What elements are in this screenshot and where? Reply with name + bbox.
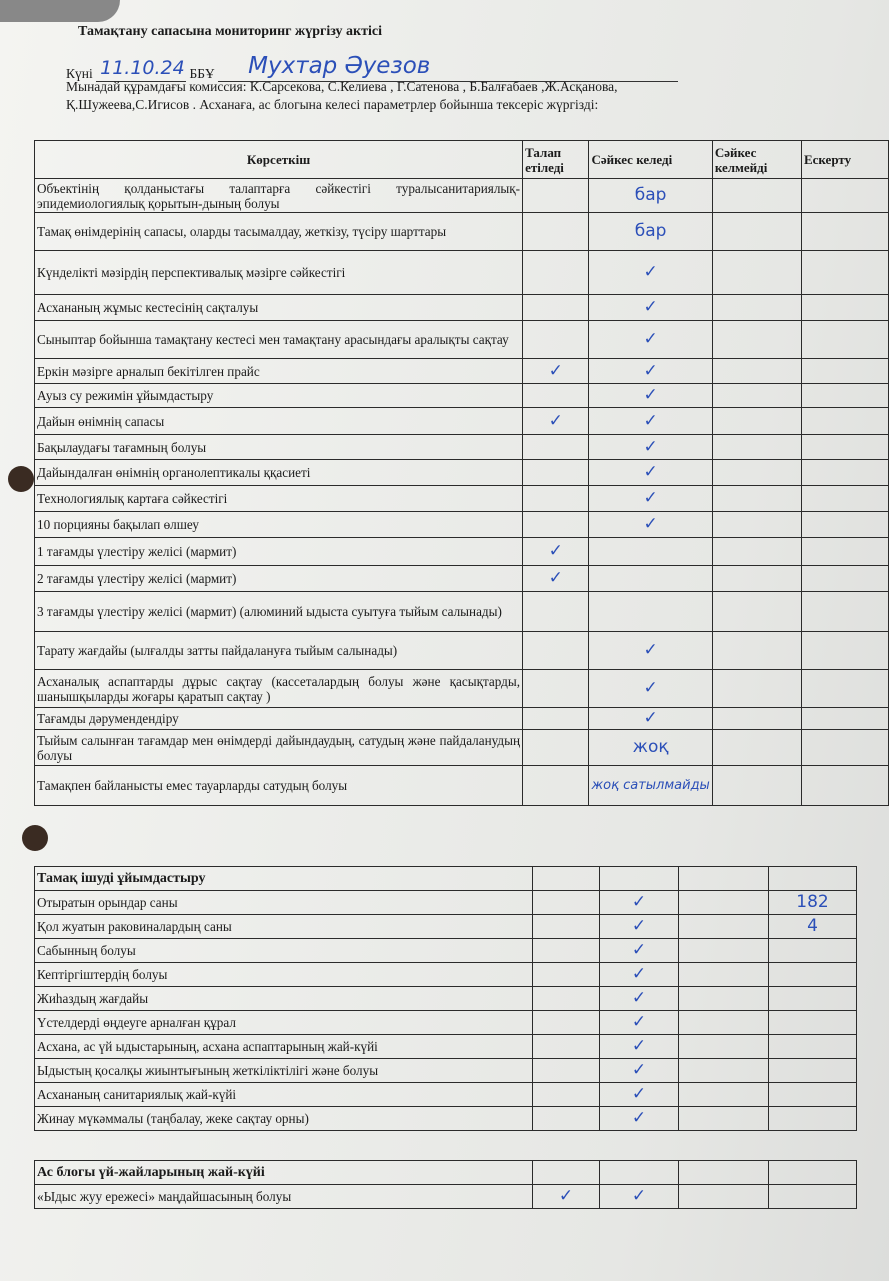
matches-mark: ✓ <box>600 1107 679 1131</box>
required-mark <box>533 1107 600 1131</box>
required-mark: ✓ <box>523 538 589 566</box>
kitchen-table <box>34 1160 857 1209</box>
not-matches-mark <box>712 251 801 295</box>
note-mark <box>801 321 888 359</box>
row-label: Еркін мәзірге арналып бекітілген прайс <box>35 359 523 384</box>
row-label: 3 тағамды үлестіру желісі (мармит) (алюминий ыдыста суытуға тыйым салынады) <box>35 592 523 632</box>
note-mark <box>769 1059 857 1083</box>
note-mark <box>801 460 888 486</box>
table-row <box>35 1035 857 1059</box>
table-row <box>35 179 889 213</box>
matches-mark: ✓ <box>600 1083 679 1107</box>
required-mark: ✓ <box>523 408 589 435</box>
note-mark <box>801 213 888 251</box>
not-matches-mark <box>712 384 801 408</box>
row-label: Кептіргіштердің болуы <box>35 963 533 987</box>
matches-mark: ✓ <box>600 1185 679 1209</box>
matches-mark: ✓ <box>589 435 712 460</box>
row-label: «Ыдыс жуу ережесі» маңдайшасының болуы <box>35 1185 533 1209</box>
header-indicator: Көрсеткіш <box>35 141 523 179</box>
matches-mark: ✓ <box>589 670 712 708</box>
matches-mark: ✓ <box>600 915 679 939</box>
note-mark <box>801 408 888 435</box>
header-not-matches: Сәйкес келмейді <box>712 141 801 179</box>
table-row <box>35 512 889 538</box>
table-row <box>35 486 889 512</box>
not-matches-mark <box>679 963 769 987</box>
not-matches-mark <box>679 1059 769 1083</box>
matches-mark: ✓ <box>589 295 712 321</box>
table-row <box>35 359 889 384</box>
row-label: Дайындалған өнімнің органолептикалы ққасиеті <box>35 460 523 486</box>
required-mark <box>533 915 600 939</box>
not-matches-mark <box>712 435 801 460</box>
section-title: Ас блогы үй-жайларының жай-күйі <box>35 1161 533 1185</box>
not-matches-mark <box>712 179 801 213</box>
note-mark <box>801 179 888 213</box>
table-row <box>35 295 889 321</box>
commission-line-2: Қ.Шужеева,С.Игисов . Асханаға, ас блогына келесі параметрлер бойынша тексеріс жүргізді: <box>66 97 599 112</box>
matches-mark: ✓ <box>589 251 712 295</box>
table-row <box>35 592 889 632</box>
row-label: Тамақ өнімдерінің сапасы, оларды тасымалдау, жеткізу, түсіру шарттары <box>35 213 523 251</box>
row-label: Ауыз су режимін ұйымдастыру <box>35 384 523 408</box>
row-label: Тамақпен байланысты емес тауарларды сатудың болуы <box>35 766 523 806</box>
date-value: 11.10.24 <box>100 57 185 79</box>
not-matches-mark <box>712 408 801 435</box>
note-mark <box>801 766 888 806</box>
not-matches-mark <box>679 939 769 963</box>
table-row <box>35 213 889 251</box>
matches-mark: ✓ <box>600 987 679 1011</box>
not-matches-mark <box>679 1035 769 1059</box>
row-label: Жиһаздың жағдайы <box>35 987 533 1011</box>
table-row <box>35 670 889 708</box>
note-mark <box>801 592 888 632</box>
not-matches-mark <box>712 213 801 251</box>
table-row <box>35 566 889 592</box>
matches-mark: ✓ <box>600 963 679 987</box>
not-matches-mark <box>712 512 801 538</box>
note-mark <box>801 512 888 538</box>
not-matches-mark <box>679 915 769 939</box>
school-value: Мухтар Әуезов <box>248 53 431 79</box>
not-matches-mark <box>712 670 801 708</box>
section-title: Тамақ ішуді ұйымдастыру <box>35 867 533 891</box>
required-mark <box>533 1011 600 1035</box>
table-row <box>35 963 857 987</box>
note-mark <box>769 1035 857 1059</box>
row-label: Тарату жағдайы (ылғалды затты пайдалануға тыйым салынады) <box>35 632 523 670</box>
required-mark <box>533 1035 600 1059</box>
required-mark <box>523 766 589 806</box>
note-mark <box>769 963 857 987</box>
row-label: Дайын өнімнің сапасы <box>35 408 523 435</box>
note-mark <box>801 632 888 670</box>
not-matches-mark <box>679 1083 769 1107</box>
not-matches-mark <box>712 730 801 766</box>
table-row <box>35 1059 857 1083</box>
table-header-row <box>35 141 889 179</box>
matches-mark: ✓ <box>600 891 679 915</box>
table-row <box>35 891 857 915</box>
matches-mark: жоқ сатылмайды <box>589 766 712 806</box>
table-row <box>35 1107 857 1131</box>
row-label: Қол жуатын раковиналардың саны <box>35 915 533 939</box>
table-row <box>35 538 889 566</box>
note-mark <box>801 384 888 408</box>
section-row <box>35 867 857 891</box>
table-row <box>35 384 889 408</box>
required-mark <box>523 486 589 512</box>
matches-mark: ✓ <box>589 384 712 408</box>
table-row <box>35 435 889 460</box>
required-mark <box>523 592 589 632</box>
row-label: 10 порцияны бақылап өлшеу <box>35 512 523 538</box>
section-row <box>35 1161 857 1185</box>
required-mark <box>523 213 589 251</box>
matches-mark: бар <box>589 179 712 213</box>
note-mark <box>801 295 888 321</box>
binder-hole <box>22 825 48 851</box>
required-mark: ✓ <box>533 1185 600 1209</box>
matches-mark: ✓ <box>600 939 679 963</box>
required-mark <box>533 987 600 1011</box>
matches-mark: ✓ <box>589 359 712 384</box>
page-shadow <box>0 0 120 22</box>
matches-mark: ✓ <box>600 1059 679 1083</box>
matches-mark: ✓ <box>589 486 712 512</box>
row-label: Асхана, ас үй ыдыстарының, асхана аспаптарының жай-күйі <box>35 1035 533 1059</box>
not-matches-mark <box>712 486 801 512</box>
not-matches-mark <box>712 295 801 321</box>
required-mark <box>523 512 589 538</box>
row-label: Үстелдерді өңдеуге арналған құрал <box>35 1011 533 1035</box>
note-mark <box>801 730 888 766</box>
not-matches-mark <box>712 566 801 592</box>
required-mark <box>523 251 589 295</box>
row-label: 2 тағамды үлестіру желісі (мармит) <box>35 566 523 592</box>
row-label: Күнделікті мәзірдің перспективалық мәзірге сәйкестігі <box>35 251 523 295</box>
note-mark: 4 <box>769 915 857 939</box>
header-matches: Сәйкес келеді <box>589 141 712 179</box>
note-mark <box>801 670 888 708</box>
not-matches-mark <box>712 632 801 670</box>
table-row <box>35 408 889 435</box>
note-mark <box>769 1185 857 1209</box>
not-matches-mark <box>679 987 769 1011</box>
not-matches-mark <box>679 1185 769 1209</box>
header-required: Талап етіледі <box>523 141 589 179</box>
required-mark <box>533 1083 600 1107</box>
organization-table <box>34 866 857 1131</box>
row-label: Ыдыстың қосалқы жиынтығының жеткіліктілігі және болуы <box>35 1059 533 1083</box>
note-mark <box>801 486 888 512</box>
required-mark <box>523 730 589 766</box>
required-mark <box>523 435 589 460</box>
row-label: Жинау мүкәммалы (таңбалау, жеке сақтау орны) <box>35 1107 533 1131</box>
school-label: ББҰ <box>189 66 215 81</box>
matches-mark: ✓ <box>589 632 712 670</box>
note-mark <box>769 987 857 1011</box>
table-row <box>35 460 889 486</box>
row-label: Асханалық аспаптарды дұрыс сақтау (кассеталардың болуы және қасықтарды, шанышқыларды жоғары қаратып сақтау ) <box>35 670 523 708</box>
table-row <box>35 1011 857 1035</box>
table-row <box>35 915 857 939</box>
matches-mark <box>589 566 712 592</box>
table-row <box>35 1185 857 1209</box>
monitoring-table <box>34 140 889 806</box>
not-matches-mark <box>679 891 769 915</box>
note-mark <box>801 251 888 295</box>
not-matches-mark <box>712 321 801 359</box>
note-mark <box>801 359 888 384</box>
header-note: Ескерту <box>801 141 888 179</box>
matches-mark <box>589 592 712 632</box>
row-label: Тағамды дәрумендендіру <box>35 708 523 730</box>
required-mark <box>533 891 600 915</box>
table-row <box>35 251 889 295</box>
required-mark <box>533 939 600 963</box>
required-mark <box>523 321 589 359</box>
note-mark <box>769 939 857 963</box>
matches-mark: ✓ <box>589 512 712 538</box>
note-mark <box>801 435 888 460</box>
row-label: Объектінің қолданыстағы талаптарға сәйкестігі туралысанитариялық-эпидемиологиялық қорытын-дының болуы <box>35 179 523 213</box>
note-mark: 182 <box>769 891 857 915</box>
table-row <box>35 766 889 806</box>
matches-mark: ✓ <box>589 408 712 435</box>
table-row <box>35 1083 857 1107</box>
not-matches-mark <box>712 766 801 806</box>
document-title: Тамақтану сапасына мониторинг жүргізу актісі <box>78 24 382 39</box>
matches-mark: ✓ <box>589 460 712 486</box>
date-label: Күні <box>66 66 93 81</box>
matches-mark: ✓ <box>589 708 712 730</box>
table-row <box>35 321 889 359</box>
required-mark <box>523 179 589 213</box>
not-matches-mark <box>679 1011 769 1035</box>
row-label: Тыйым салынған тағамдар мен өнімдерді дайындаудың, сатудың және пайдаланудың болуы <box>35 730 523 766</box>
table-row <box>35 939 857 963</box>
required-mark <box>533 963 600 987</box>
matches-mark: ✓ <box>589 321 712 359</box>
required-mark: ✓ <box>523 566 589 592</box>
matches-mark <box>589 538 712 566</box>
note-mark <box>801 566 888 592</box>
table-row <box>35 987 857 1011</box>
required-mark <box>523 460 589 486</box>
not-matches-mark <box>712 538 801 566</box>
required-mark <box>533 1059 600 1083</box>
binder-hole <box>8 466 34 492</box>
row-label: Отыратын орындар саны <box>35 891 533 915</box>
matches-mark: бар <box>589 213 712 251</box>
required-mark <box>523 384 589 408</box>
not-matches-mark <box>712 708 801 730</box>
row-label: Сабынның болуы <box>35 939 533 963</box>
required-mark <box>523 708 589 730</box>
matches-mark: ✓ <box>600 1035 679 1059</box>
note-mark <box>801 708 888 730</box>
required-mark <box>523 632 589 670</box>
note-mark <box>769 1083 857 1107</box>
row-label: 1 тағамды үлестіру желісі (мармит) <box>35 538 523 566</box>
note-mark <box>769 1107 857 1131</box>
required-mark <box>523 670 589 708</box>
table-row <box>35 730 889 766</box>
row-label: Асхананың жұмыс кестесінің сақталуы <box>35 295 523 321</box>
commission-line-1: Мынадай құрамдағы комиссия: К.Сарсекова, С.Келиева , Г.Сатенова , Б.Балғабаев ,Ж.Асқанова, <box>66 79 618 94</box>
table-row <box>35 632 889 670</box>
not-matches-mark <box>712 359 801 384</box>
not-matches-mark <box>712 460 801 486</box>
note-mark <box>801 538 888 566</box>
row-label: Асхананың санитариялық жай-күйі <box>35 1083 533 1107</box>
table-row <box>35 708 889 730</box>
required-mark <box>523 295 589 321</box>
row-label: Бақылаудағы тағамның болуы <box>35 435 523 460</box>
row-label: Сыныптар бойынша тамақтану кестесі мен тамақтану арасындағы аралықты сақтау <box>35 321 523 359</box>
matches-mark: ✓ <box>600 1011 679 1035</box>
matches-mark: жоқ <box>589 730 712 766</box>
not-matches-mark <box>679 1107 769 1131</box>
required-mark: ✓ <box>523 359 589 384</box>
not-matches-mark <box>712 592 801 632</box>
note-mark <box>769 1011 857 1035</box>
row-label: Технологиялық картаға сәйкестігі <box>35 486 523 512</box>
